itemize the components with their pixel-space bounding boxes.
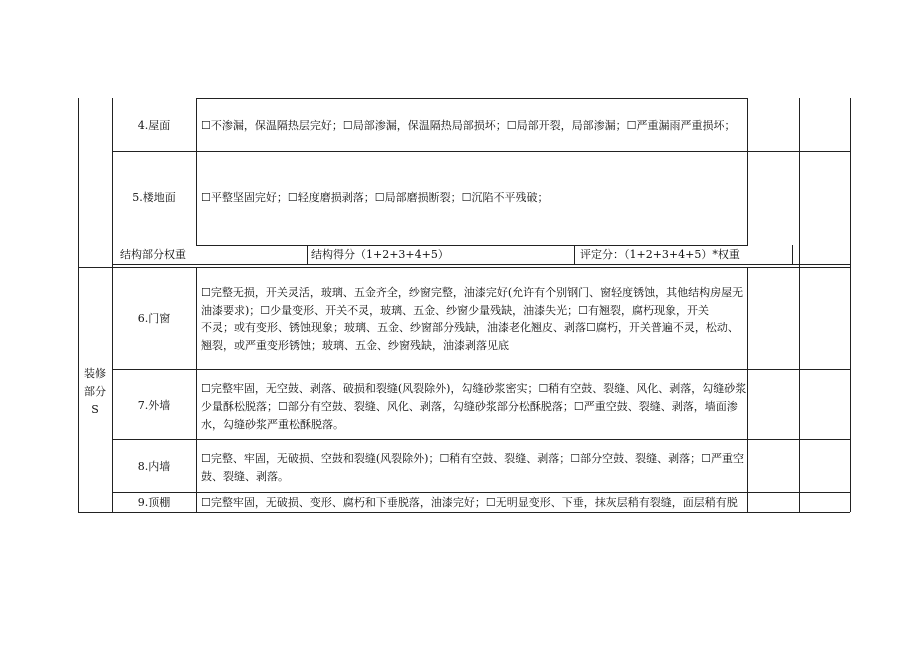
rule [196,98,197,246]
row-text-line: 少量酥松脱落；☐部分有空鼓、裂缝、风化、剥落，勾缝砂浆部分松酥脱落；☐严重空鼓、裂缝、剥落，墙面渗 [201,400,738,413]
rule [112,98,113,512]
section-label-line: 部分 [84,385,106,398]
row-label-exterior-wall: 7.外墙 [137,399,171,412]
rule [799,98,800,512]
row-text-line: 水，勾缝砂浆严重松酥脱落。 [201,418,344,431]
rule [307,245,308,265]
rule [78,267,850,268]
rule [196,267,197,512]
row-text-line: 不灵；或有变形、锈蚀现象；玻璃、五金、纱窗部分残缺，油漆老化翘皮、剥落☐腐朽，开关普遍不灵，松动、 [201,321,739,334]
structure-score-label: 结构得分（1+2+3+4+5） [311,248,449,261]
rule [112,369,850,370]
rule [112,439,850,440]
section-label-line: 装修 [84,367,106,380]
structure-weight-label: 结构部分权重 [120,248,186,261]
row-label-roof: 4.屋面 [137,119,171,132]
row-text-ceiling: ☐完整牢固，无破损、变形、腐朽和下垂脱落，油漆完好；☐无明显变形、下垂，抹灰层稍有裂缝，面层稍有脱 [201,496,738,509]
row-label-floor: 5.楼地面 [132,191,176,204]
row-text-floor: ☐平整坚固完好；☐轻度磨损剥落；☐局部磨损断裂；☐沉陷不平残破； [201,191,549,204]
rule [574,245,575,265]
row-label-interior-wall: 8.内墙 [137,460,171,473]
rule [112,264,850,265]
rule [792,245,793,265]
row-label-doors-windows: 6.门窗 [137,312,171,325]
rule [747,98,748,246]
row-text-line: ☐完整、牢固，无破损、空鼓和裂缝(风裂除外)；☐稍有空鼓、裂缝、剥落；☐部分空鼓、裂缝、剥落；☐严重空 [201,452,745,465]
row-text-line: ☐完整牢固，无空鼓、剥落、破损和裂缝(风裂除外)，勾缝砂浆密实；☐稍有空鼓、裂缝、风化、剥落，勾缝砂浆 [201,382,747,395]
rule [112,151,850,152]
row-text-roof: ☐不渗漏，保温隔热层完好；☐局部渗漏，保温隔热局部损坏；☐局部开裂，局部渗漏；☐严重漏雨严重损坏； [201,119,736,132]
row-label-ceiling: 9.顶棚 [137,496,171,509]
row-text-line: 翘裂，或严重变形锈蚀；玻璃、五金、纱窗残缺，油漆剥落见底 [201,339,509,352]
row-text-line: 油漆要求)；☐少量变形、开关不灵，玻璃、五金、纱窗少量残缺，油漆失光；☐有翘裂，腐朽现象，开关 [201,304,710,317]
section-label-line: S [91,403,99,416]
rule [196,98,747,99]
row-text-line: ☐完整无损，开关灵活，玻璃、五金齐全，纱窗完整，油漆完好(允许有个别钢门、窗轻度锈蚀，其他结构房屋无 [201,286,744,299]
structure-rating-label: 评定分：（1+2+3+4+5）*权重 [580,248,740,261]
rule [78,512,850,513]
rule [78,98,79,512]
rule [747,267,748,512]
rule [112,492,850,493]
row-text-line: 鼓、裂缝、剥落。 [201,470,289,483]
rule [850,98,851,512]
